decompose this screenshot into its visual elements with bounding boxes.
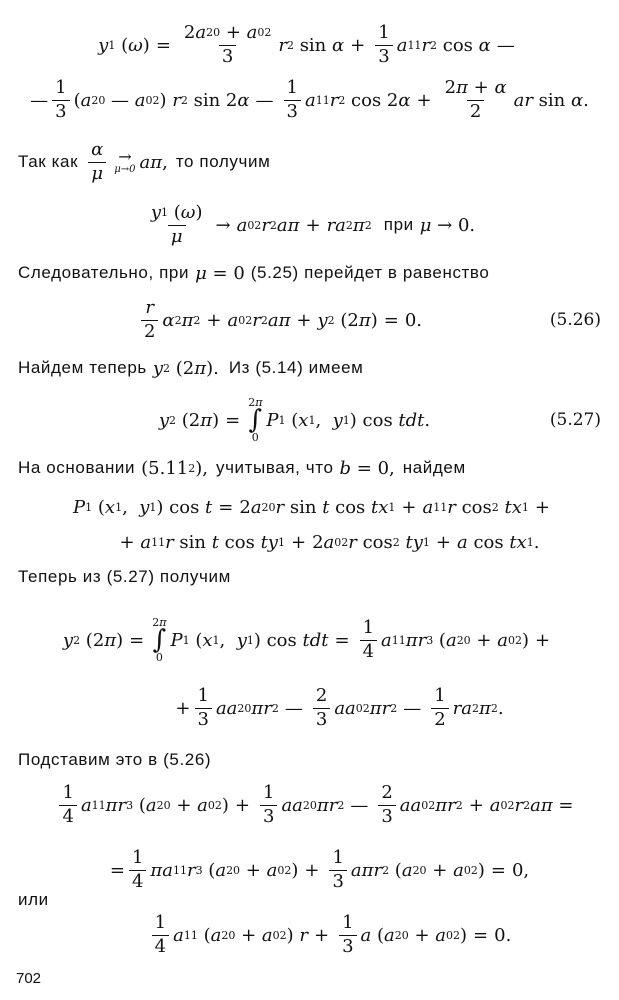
formula-y1-over-mu: y 1 ( ω ) μ → a 02 r 2 aπ + ra 2 π 2	[150, 201, 372, 247]
formula-y1-omega-part1: y 1 ( ω ) = 2 a 20 + a 02 3 r 2 sin α + $\frac{1}{3}$ a 11 r 2 cos α —	[98, 21, 515, 67]
formula-5-27: y 2 (2 π ) = 2π ∫ 0 P 1 ( x 1 , y 1 ) cos tdt .	[158, 395, 431, 445]
text-najdem: найдем	[402, 458, 466, 477]
text-line-12	[0, 552, 619, 602]
formula-mu-eq-0: μ = 0	[195, 262, 245, 284]
text-sledovatelno: Следовательно, при	[18, 263, 190, 282]
formula-line-1	[0, 20, 619, 70]
text-tak-kak: Так как	[18, 152, 79, 171]
formula-y2-2pi: y 2 (2 π ).	[152, 357, 219, 379]
text-podstavim: Подставим это в (5.26)	[18, 750, 212, 769]
formula-line-19	[0, 910, 619, 960]
text-pri: при	[383, 215, 414, 234]
formula-substitution-part2: = 1 4 πa 11 r 3 ( a 20 + a 02 ) + $\frac{1}{3}$ aπr 2 ( a 20 + a 02 ) = 0,	[109, 846, 530, 892]
formula-substitution-part1: 1 4 a 11 πr 3 ( a 20 + a 02 ) + $\frac{1}{3}$ aa 20 πr 2 — 2 3 aa 02 πr 2 + a 02 r 2 aπ =	[55, 783, 573, 827]
text-iz-5-14: Из (5.14) имеем	[228, 358, 364, 377]
page-number: 702	[16, 970, 42, 987]
text-to-poluchim: то получим	[175, 152, 271, 171]
text-perejdet: (5.25) перейдет в равенство	[250, 263, 490, 282]
formula-p1-cos-part2: + a 11 r sin t cos ty 1 + 2 a 02 r cos 2 ty 1 + a cos tx 1 .	[119, 531, 540, 553]
formula-5-11-2: (5.11 2 ),	[141, 457, 208, 479]
equation-number-5-27: (5.27)	[549, 410, 601, 430]
text-ili: или	[18, 890, 49, 909]
text-teper-iz-5-27: Теперь из (5.27) получим	[18, 567, 231, 586]
formula-line-2	[0, 75, 619, 125]
equation-number-5-26: (5.26)	[549, 310, 601, 330]
formula-mu-to-0: μ → 0.	[419, 214, 476, 236]
formula-b-eq-0: b = 0,	[339, 457, 395, 479]
text-line-5	[0, 248, 619, 298]
formula-5-26: r 2 α 2 π 2 + a 02 r 2 aπ + y 2 (2 π ) = 0.	[137, 298, 422, 342]
text-uchityvaya: учитывая, что	[216, 458, 334, 477]
formula-alpha-mu-limit: α μ → μ→0 aπ ,	[84, 140, 168, 184]
formula-line-6	[0, 295, 619, 345]
formula-y2-integral-part1: y 2 (2 π ) = 2π ∫ 0 P 1 ( x 1 , y 1 ) cos tdt = $\frac{1}{4}$ a 11 πr 3 ( a 20 + a 02 ) +	[62, 615, 551, 665]
formula-p1-cos-part1: P 1 ( x 1 , y 1 ) cos t = 2 a 20 r sin t cos tx 1 + a 11 r cos 2 tx 1 +	[73, 496, 550, 518]
formula-final: 1 4 a 11 ( a 20 + a 02 ) r + $\frac{1}{3}$ a ( a 20 + a 02 ) = 0.	[148, 913, 512, 957]
formula-line-8	[0, 390, 619, 450]
text-na-osnovanii: На основании	[18, 458, 136, 477]
formula-line-4	[0, 200, 619, 250]
formula-line-13	[0, 605, 619, 675]
formula-y1-omega-part2: — 1 3 ( a 20 — a 02 ) r 2 sin 2 α — 1 3 a 11 r 2 cos 2 α + 2 π + α 2 ar sin α .	[30, 76, 589, 122]
text-line-15	[0, 735, 619, 785]
text-line-3	[0, 137, 619, 187]
formula-line-16	[0, 780, 619, 830]
text-line-7	[0, 343, 619, 393]
formula-y2-integral-part2: + 1 3 aa 20 πr 2 — 2 3 aa 02 πr 2 — 1 2 ra 2 π 2 .	[175, 684, 504, 730]
text-najdem-teper: Найдем теперь	[18, 358, 147, 377]
formula-line-14	[0, 683, 619, 733]
